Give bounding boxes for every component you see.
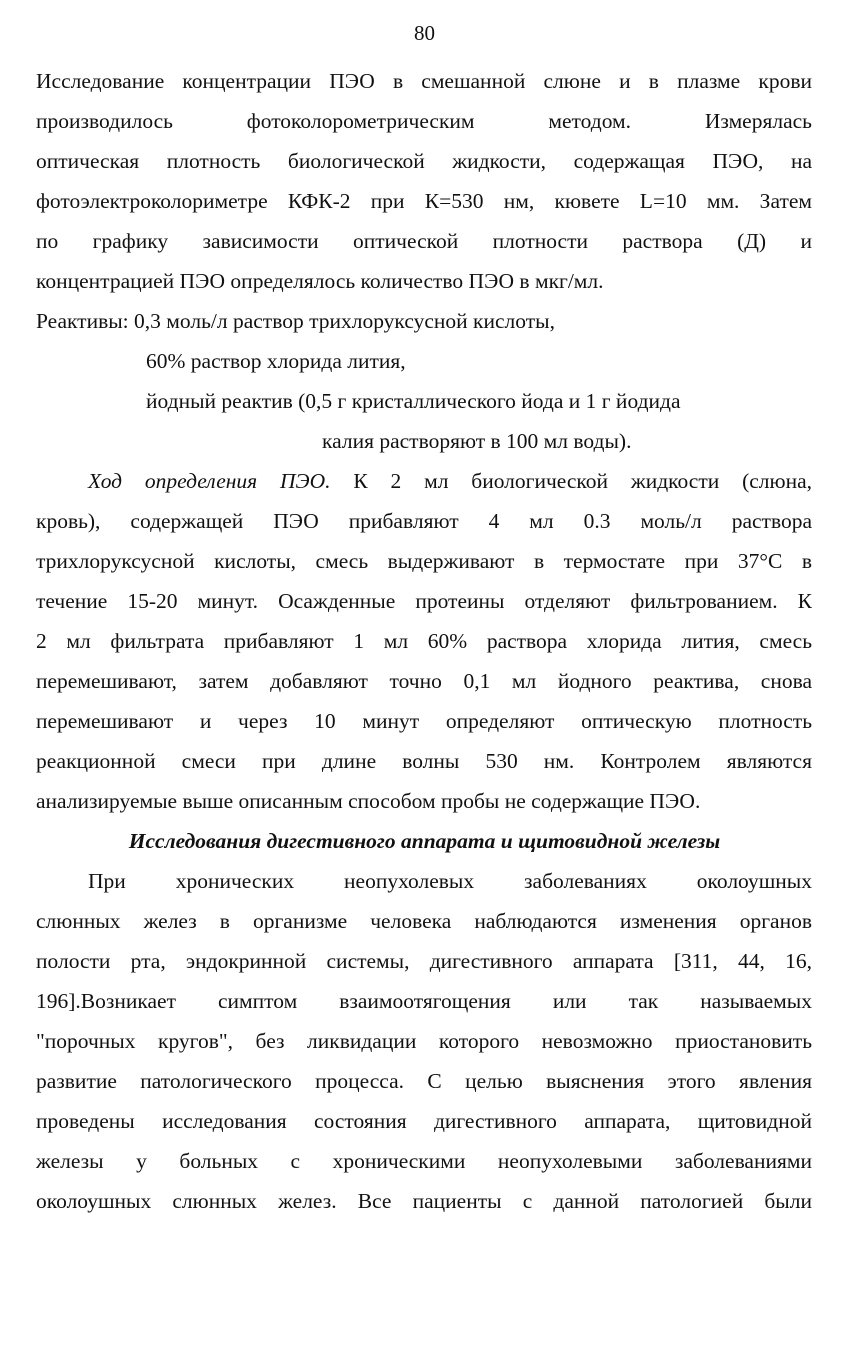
text-line: полости рта, эндокринной системы, дигестивного аппарата [311, 44, 16, <box>36 949 812 973</box>
text-line: фотоэлектроколориметре КФК-2 при К=530 нм, кювете L=10 мм. Затем <box>36 189 812 213</box>
page-number: 80 <box>414 21 435 45</box>
text-line: реакционной смеси при длине волны 530 нм. Контролем являются <box>36 749 812 773</box>
text-line: проведены исследования состояния дигестивного аппарата, щитовидной <box>36 1109 812 1133</box>
procedure-lead: Ход определения ПЭО. <box>88 469 331 493</box>
text-line: слюнных желез в организме человека наблюдаются изменения органов <box>36 909 812 933</box>
text-line: производилось фотоколорометрическим методом. Измерялась <box>36 109 812 133</box>
text-line: перемешивают и через 10 минут определяют оптическую плотность <box>36 709 812 733</box>
text-line: околоушных слюнных желез. Все пациенты с данной патологией были <box>36 1189 812 1213</box>
text-line: анализируемые выше описанным способом пробы не содержащие ПЭО. <box>36 789 701 813</box>
text-line: развитие патологического процесса. С целью выяснения этого явления <box>36 1069 812 1093</box>
text-line: по графику зависимости оптической плотности раствора (Д) и <box>36 229 812 253</box>
text-line: трихлоруксусной кислоты, смесь выдерживают в термостате при 37°С в <box>36 549 812 573</box>
text-line: Исследование концентрации ПЭО в смешанной слюне и в плазме крови <box>36 69 812 93</box>
text-line: "порочных кругов", без ликвидации которого невозможно приостановить <box>36 1029 812 1053</box>
reagent-line: 60% раствор хлорида лития, <box>146 349 406 373</box>
text-line: течение 15-20 минут. Осажденные протеины отделяют фильтрованием. К <box>36 589 812 613</box>
text-line: концентрацией ПЭО определялось количество ПЭО в мкг/мл. <box>36 269 604 293</box>
section-heading: Исследования дигестивного аппарата и щитовидной железы <box>128 829 721 853</box>
text-line: 196].Возникает симптом взаимоотягощения или так называемых <box>36 989 812 1013</box>
text-line: При хронических неопухолевых заболеваниях околоушных <box>88 869 812 893</box>
reagent-line: Реактивы: 0,3 моль/л раствор трихлоруксусной кислоты, <box>36 309 555 333</box>
text-line: железы у больных с хроническими неопухолевыми заболеваниями <box>36 1149 812 1173</box>
text-line: перемешивают, затем добавляют точно 0,1 мл йодного реактива, снова <box>36 669 812 693</box>
text-line <box>88 466 812 496</box>
text-line: 2 мл фильтрата прибавляют 1 мл 60% раствора хлорида лития, смесь <box>36 629 812 653</box>
reagent-line: йодный реактив (0,5 г кристаллического йода и 1 г йодида <box>146 389 681 413</box>
procedure-lead-rest: К 2 мл биологической жидкости (слюна, <box>330 469 812 493</box>
text-line: оптическая плотность биологической жидкости, содержащая ПЭО, на <box>36 149 812 173</box>
text-line: кровь), содержащей ПЭО прибавляют 4 мл 0.3 моль/л раствора <box>36 509 812 533</box>
reagent-line: калия растворяют в 100 мл воды). <box>322 429 632 453</box>
